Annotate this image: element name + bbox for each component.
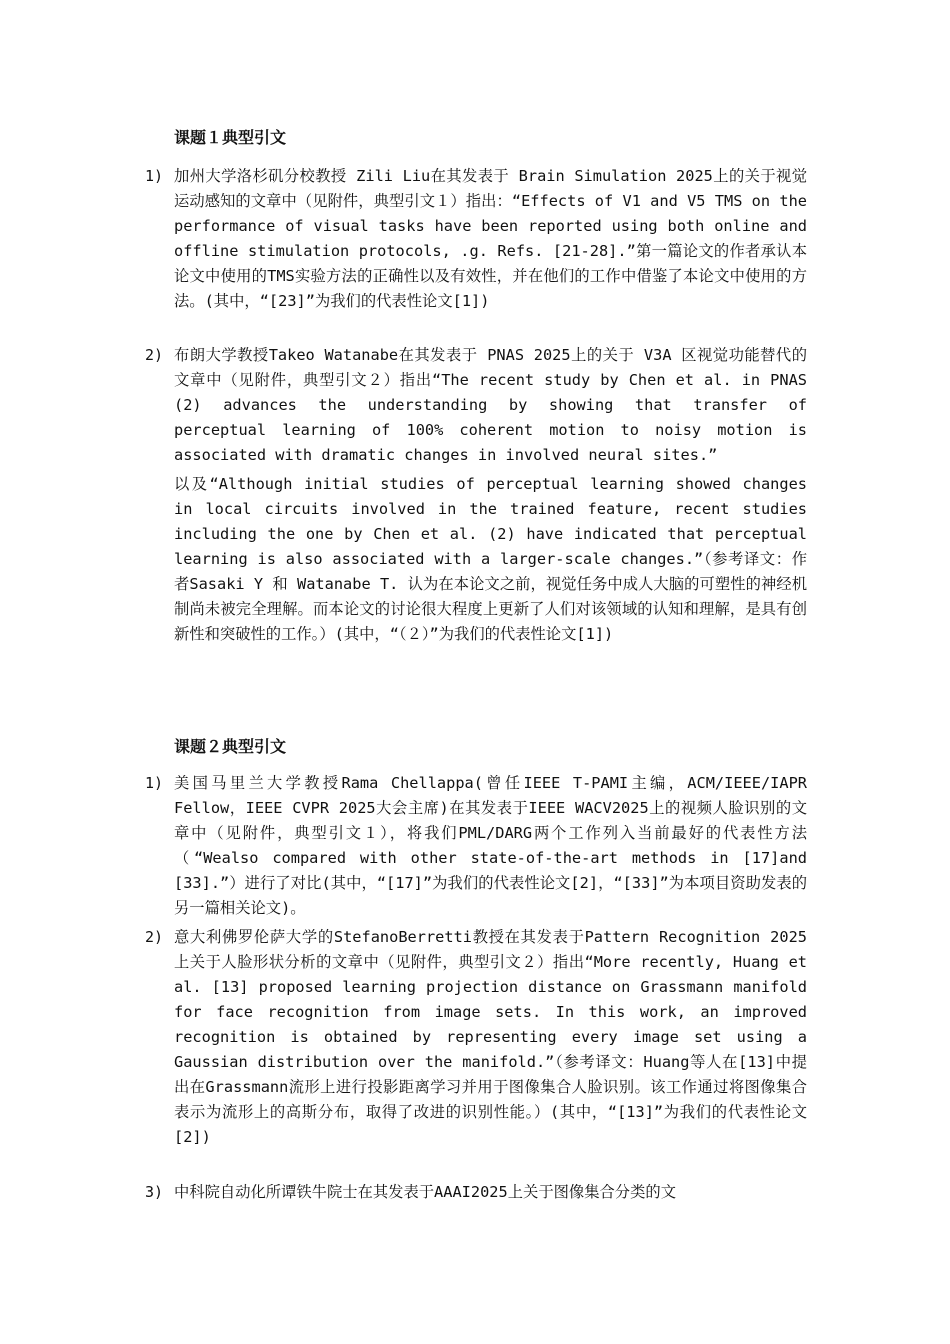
citation-paragraph: 中科院自动化所谭铁牛院士在其发表于AAAI2025上关于图像集合分类的文	[174, 1183, 676, 1201]
citation-item-2-2	[145, 925, 807, 1150]
item-number: 1)	[145, 167, 164, 185]
citation-paragraph: 以及“Although initial studies of perceptual learning showed changes in local circuits involved in the trained feature, recent studies including the one by Chen et al. (2) have indicated that perceptual learning is also associated with a larger-scale changes.”（参考译文：作者Sasaki Y 和 Watanabe T. 认为在本论文之前，视觉任务中成人大脑的可塑性的神经机制尚未被完全理解。而本论文的讨论很大程度上更新了人们对该领域的认知和理解，是具有创新性和突破性的工作。）(其中，“（２）”为我们的代表性论文[1])	[174, 475, 807, 643]
citation-item-1-2	[145, 343, 807, 647]
item-number: 2)	[145, 928, 164, 946]
citation-item-2-3	[145, 1180, 807, 1205]
section-title-2: 课题２典型引文	[174, 737, 287, 756]
citation-paragraph: 意大利佛罗伦萨大学的StefanoBerretti教授在其发表于Pattern Recognition 2025上关于人脸形状分析的文章中（见附件，典型引文２）指出“More recently, Huang et al. [13] proposed learning projection distance on Grassmann manifold for face recognition from image sets. In this work, an improved recognition is obtained by representing every image set using a Gaussian distribution over the manifold.”（参考译文：Huang等人在[13]中提出在Grassmann流形上进行投影距离学习并用于图像集合人脸识别。该工作通过将图像集合表示为流形上的高斯分布，取得了改进的识别性能。）(其中，“[13]”为我们的代表性论文[2])	[174, 928, 807, 1146]
citation-paragraph: 布朗大学教授Takeo Watanabe在其发表于 PNAS 2025上的关于 V3A 区视觉功能替代的文章中（见附件，典型引文２）指出“The recent study by Chen et al. in PNAS (2) advances the understanding by showing that transfer of perceptual learning of 100% coherent motion to noisy motion is associated with dramatic changes in involved neural sites.”	[174, 346, 807, 464]
citation-item-2-1	[145, 771, 807, 921]
item-number: 3)	[145, 1183, 164, 1201]
citation-paragraph: 加州大学洛杉矶分校教授 Zili Liu在其发表于 Brain Simulation 2025上的关于视觉运动感知的文章中（见附件，典型引文１）指出：“Effects of V1 and V5 TMS on the performance of visual tasks have been reported using both online and offline stimulation protocols, .g. Refs. [21-28].”第一篇论文的作者承认本论文中使用的TMS实验方法的正确性以及有效性，并在他们的工作中借鉴了本论文中使用的方法。(其中，“[23]”为我们的代表性论文[1])	[174, 167, 807, 310]
item-number: 2)	[145, 346, 164, 364]
section-title-1: 课题１典型引文	[174, 128, 287, 147]
citation-item-1-1	[145, 164, 807, 314]
item-number: 1)	[145, 774, 164, 792]
citation-paragraph: 美国马里兰大学教授Rama Chellappa(曾任IEEE T-PAMI主编，ACM/IEEE/IAPR Fellow，IEEE CVPR 2025大会主席)在其发表于IEEE WACV2025上的视频人脸识别的文章中（见附件，典型引文１），将我们PML/DARG两个工作列入当前最好的代表性方法（“Wealso compared with other state-of-the-art methods in [17]and [33].”）进行了对比(其中，“[17]”为我们的代表性论文[2]，“[33]”为本项目资助发表的另一篇相关论文)。	[174, 774, 807, 917]
